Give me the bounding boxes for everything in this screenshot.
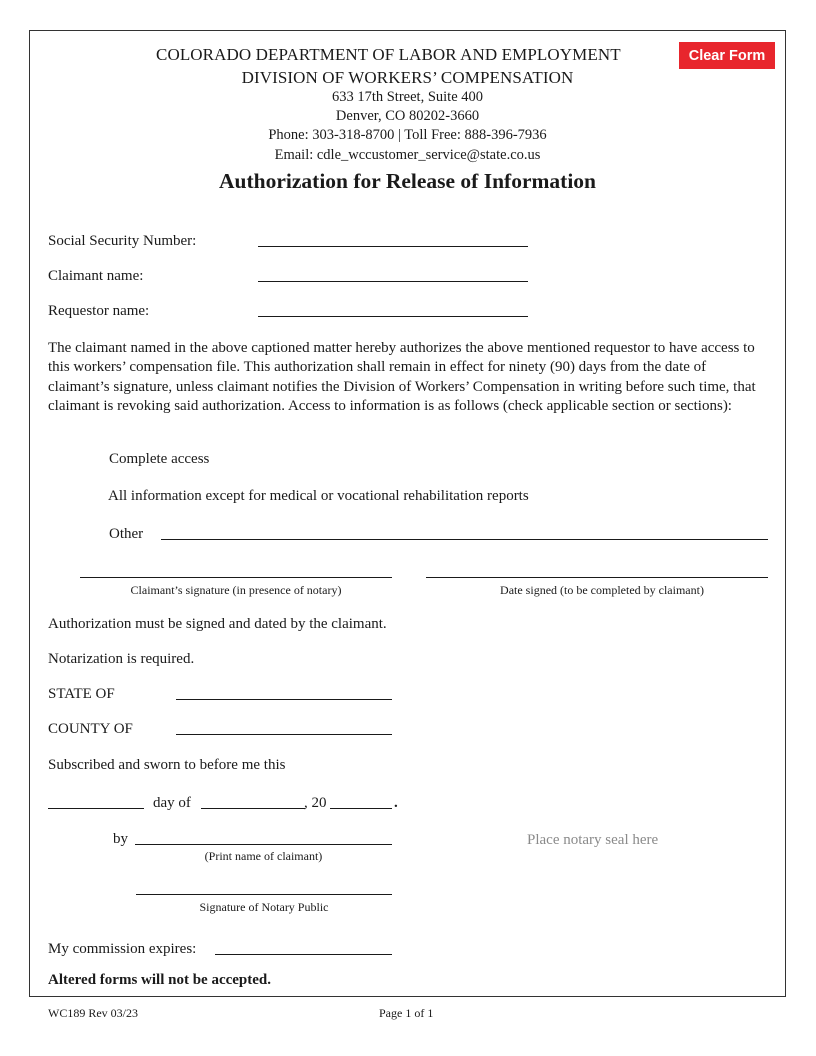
notarization-note: Notarization is required. xyxy=(48,651,195,667)
state-of-field[interactable] xyxy=(176,699,392,700)
sworn-text: Subscribed and sworn to before me this xyxy=(48,757,286,773)
address-city: Denver, CO 80202-3660 xyxy=(335,108,480,124)
claimant-signature-caption: Claimant’s signature (in presence of notary) xyxy=(130,583,342,597)
notary-signature-field[interactable] xyxy=(136,894,392,895)
commission-expires-label: My commission expires: xyxy=(48,941,197,957)
email-line: Email: cdle_wccustomer_service@state.co.us xyxy=(274,147,541,163)
phone-line: Phone: 303-318-8700 | Toll Free: 888-396-7936 xyxy=(268,127,547,143)
address-street: 633 17th Street, Suite 400 xyxy=(331,89,484,105)
page-number: Page 1 of 1 xyxy=(379,1006,434,1020)
by-label: by xyxy=(113,831,128,847)
option-complete-access[interactable]: Complete access xyxy=(109,451,210,467)
print-name-field[interactable] xyxy=(135,844,392,845)
date-signed-field[interactable] xyxy=(426,577,768,578)
form-id: WC189 Rev 03/23 xyxy=(48,1006,138,1020)
day-of-label: day of xyxy=(153,795,191,811)
notary-seal-placeholder: Place notary seal here xyxy=(527,832,659,848)
state-of-label: STATE OF xyxy=(48,686,115,702)
ssn-field[interactable] xyxy=(258,246,528,247)
claimant-signature-field[interactable] xyxy=(80,577,392,578)
month-field[interactable] xyxy=(201,808,305,809)
year-prefix: , 20 xyxy=(304,795,327,811)
option-other[interactable]: Other xyxy=(109,526,144,542)
print-name-caption: (Print name of claimant) xyxy=(204,849,323,863)
day-field[interactable] xyxy=(48,808,144,809)
county-of-field[interactable] xyxy=(176,734,392,735)
form-title: Authorization for Release of Information xyxy=(219,169,596,193)
claimant-name-label: Claimant name: xyxy=(48,268,144,284)
date-signed-caption: Date signed (to be completed by claimant) xyxy=(500,583,704,597)
notary-signature-caption: Signature of Notary Public xyxy=(199,900,329,914)
requestor-name-label: Requestor name: xyxy=(48,303,150,319)
other-field[interactable] xyxy=(161,539,768,540)
commission-expires-field[interactable] xyxy=(215,954,392,955)
claimant-name-field[interactable] xyxy=(258,281,528,282)
ssn-label: Social Security Number: xyxy=(48,233,197,249)
requestor-name-field[interactable] xyxy=(258,316,528,317)
must-sign-note: Authorization must be signed and dated by the claimant. xyxy=(48,616,387,632)
altered-forms-warning: Altered forms will not be accepted. xyxy=(48,972,272,988)
year-field[interactable] xyxy=(330,808,392,809)
option-all-except-medical[interactable]: All information except for medical or vocational rehabilitation reports xyxy=(108,488,529,504)
division-name: DIVISION OF WORKERS’ COMPENSATION xyxy=(241,68,574,87)
agency-name: COLORADO DEPARTMENT OF LABOR AND EMPLOYMENT xyxy=(156,45,621,64)
authorization-paragraph: The claimant named in the above captioned matter hereby authorizes the above mentioned requestor to have access to this workers’ compensation file. This authorization shall remain in effect for ninety (90) days from the date of claimant’s signature, unless claimant notifies the Division of Workers’ Compensation in writing before such time, that claimant is revoking said authorization. Access to information is as follows (check applicable section or sections): xyxy=(48,340,756,414)
clear-form-button[interactable]: Clear Form xyxy=(679,42,775,69)
date-period: . xyxy=(394,795,398,811)
county-of-label: COUNTY OF xyxy=(48,721,133,737)
